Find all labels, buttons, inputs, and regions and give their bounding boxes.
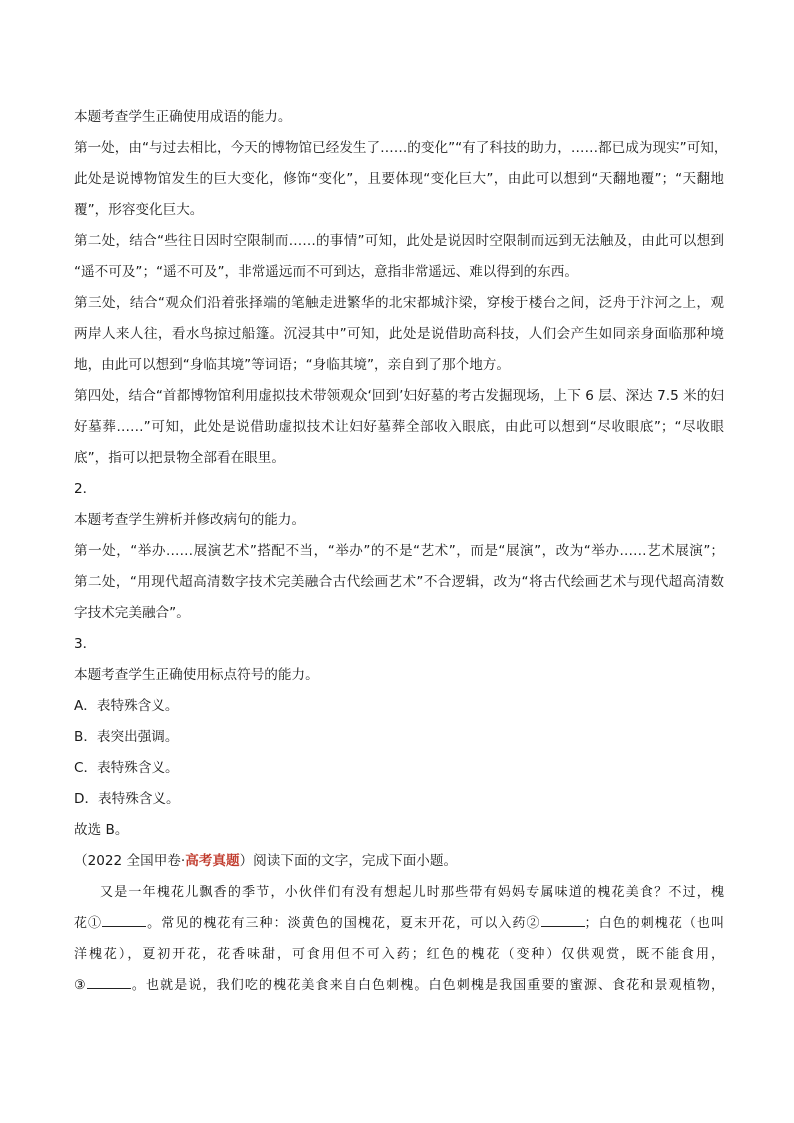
q1-line: 好墓葬……”可知，此处是说借助虚拟技术让妇好墓葬全部收入眼底，由此可以想到“尽收眼底”；“尽收眼 xyxy=(74,419,724,435)
q3-number: 3． xyxy=(74,636,97,652)
q3-option: C．表特殊含义。 xyxy=(74,760,179,776)
passage-line: 洋槐花），夏初开花，花香味甜，可食用但不可入药；红色的槐花（变种）仅供观赏，既不能食用， xyxy=(74,947,724,962)
q1-line: 第一处，由“与过去相比，今天的博物馆已经发生了……的变化”“有了科技的助力，……都已成为现实”可知， xyxy=(74,140,728,156)
q3-option: B．表突出强调。 xyxy=(74,729,179,745)
q2-number: 2． xyxy=(74,481,97,497)
passage-line: 又是一年槐花儿飘香的季节，小伙伴们有没有想起儿时那些带有妈妈专属味道的槐花美食？不过，槐 xyxy=(100,885,724,900)
answer-blank-2 xyxy=(541,912,585,927)
passage-text: ③ xyxy=(74,978,87,993)
passage-text: 。也就是说，我们吃的槐花美食来自白色刺槐。白色刺槐是我国重要的蜜源、食花和景观植物， xyxy=(130,978,724,993)
q2-intro: 本题考查学生辨析并修改病句的能力。 xyxy=(74,512,306,528)
q1-line: 此处是说博物馆发生的巨大变化，修饰“变化”，且要体现“变化巨大”，由此可以想到“天翻地覆”；“天翻地 xyxy=(74,171,724,187)
passage-line xyxy=(74,970,724,1001)
q3-intro: 本题考查学生正确使用标点符号的能力。 xyxy=(74,667,319,683)
q2-line: 字技术完美融合”。 xyxy=(74,605,190,621)
q3-answer: 故选 B。 xyxy=(74,822,129,838)
q2-line: 第一处，“举办……展演艺术”搭配不当，“举办”的不是“艺术”，而是“展演”，改为“举办……艺术展演”； xyxy=(74,543,725,559)
q1-line: 第四处，结合“首都博物馆利用虚拟技术带领观众‘回到’妇好墓的考古发掘现场，上下 6 层、深达 7.5 米的妇 xyxy=(74,388,724,404)
q3-option: A．表特殊含义。 xyxy=(74,698,179,714)
passage-text: 。常见的槐花有三种：淡黄色的国槐花，夏末开花，可以入药② xyxy=(146,916,541,931)
question-prefix: （2022 全国甲卷· xyxy=(74,853,186,869)
question-suffix: ）阅读下面的文字，完成下面小题。 xyxy=(239,853,458,869)
q1-intro: 本题考查学生正确使用成语的能力。 xyxy=(74,109,292,125)
passage-text: ；白色的刺槐花（也叫 xyxy=(584,916,724,931)
q1-line: 底”，指可以把景物全部看在眼里。 xyxy=(74,450,285,466)
answer-analysis xyxy=(74,102,728,1001)
passage-text: 花① xyxy=(74,916,103,931)
answer-blank-3 xyxy=(87,974,131,989)
q3-option: D．表特殊含义。 xyxy=(74,791,180,807)
passage-line xyxy=(74,908,724,939)
q1-line: 第三处，结合“观众们沿着张择端的笔触走进繁华的北宋都城汴梁，穿梭于楼台之间，泛舟于汴河之上，观 xyxy=(74,295,724,311)
q1-line: 第二处，结合“些往日因时空限制而……的事情”可知，此处是说因时空限制而远到无法触及，由此可以想到 xyxy=(74,233,724,249)
question-source: 高考真题 xyxy=(185,853,240,869)
q1-line: 覆”，形容变化巨大。 xyxy=(74,202,204,218)
q1-line: 地，由此可以想到“身临其境”等词语；“身临其境”，亲自到了那个地方。 xyxy=(74,357,510,373)
answer-blank-1 xyxy=(102,912,146,927)
question-heading xyxy=(74,846,724,877)
q2-line: 第二处，“用现代超高清数字技术完美融合古代绘画艺术”不合逻辑，改为“将古代绘画艺术与现代超高清数 xyxy=(74,574,724,590)
q1-line: 两岸人来人往，看水鸟掠过船篷。沉浸其中”可知，此处是说借助高科技，人们会产生如同亲身面临那种境 xyxy=(74,326,724,342)
q1-line: “遥不可及”；“遥不可及”，非常遥远而不可到达，意指非常遥远、难以得到的东西。 xyxy=(74,264,578,280)
